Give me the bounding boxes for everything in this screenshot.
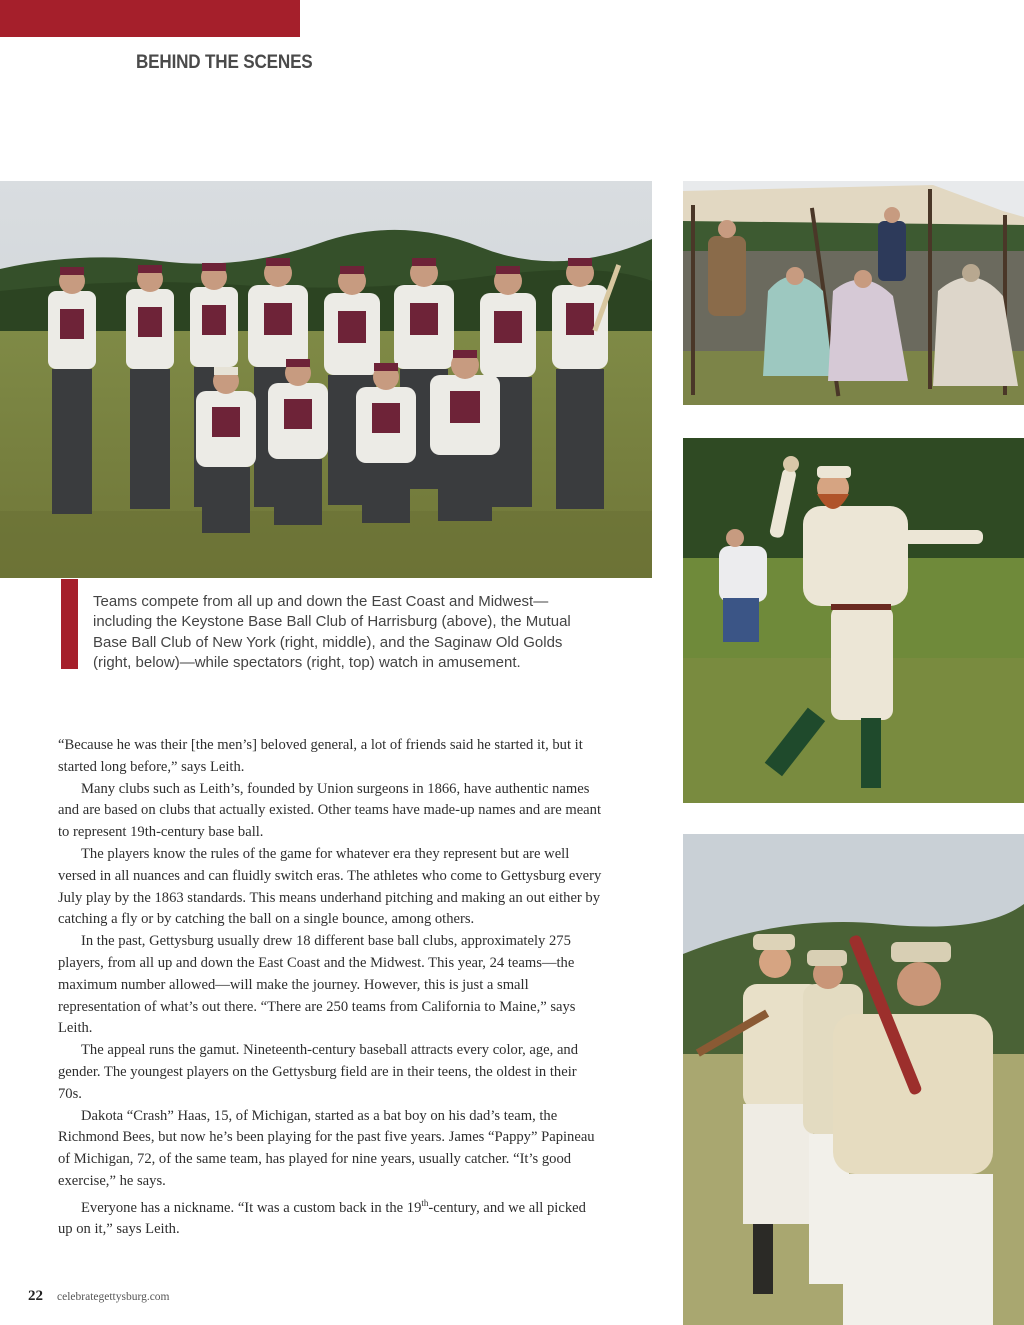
pitcher-photo-graphic	[683, 438, 1024, 803]
article-paragraph: Many clubs such as Leith’s, founded by Union surgeons in 1866, have authentic names and are based on clubs that actually existed. Other teams have made-up names and are meant to represent 19th-century base ball.	[58, 780, 601, 841]
spectators-photo-graphic	[683, 181, 1024, 405]
spectators-photo	[683, 181, 1024, 405]
caption-accent-bar	[61, 579, 78, 669]
header-accent-bar	[0, 0, 300, 37]
article-paragraph: The appeal runs the gamut. Nineteenth-century baseball attracts every color, age, and gender. The youngest players on the Gettysburg field are in their teens, the oldest in their 70s.	[58, 1042, 579, 1102]
ordinal-superscript: th	[421, 1197, 429, 1208]
article-paragraph: In the past, Gettysburg usually drew 18 different base ball clubs, approximately 275 players, from all up and down the East Coast and the Midwest. This year, 24 teams—the maximum number allowed—will make the journey. However, this is just a small representation of what’s out there. “There are 250 teams from California to Maine,” says Leith.	[58, 933, 576, 1037]
article-body	[58, 735, 603, 1241]
article-text-segment: Everyone has a nickname. “It was a custom back in the 19	[81, 1199, 422, 1216]
page-footer	[28, 1287, 170, 1305]
section-label: BEHIND THE SCENES	[136, 52, 313, 73]
team-photo	[0, 181, 652, 578]
photo-caption: Teams compete from all up and down the East Coast and Midwest—including the Keystone Base Ball Club of Harrisburg (above), the Mutual Base Ball Club of New York (right, middle), and the Saginaw Old Golds (right, below)—while spectators (right, top) watch in amusement.	[93, 593, 571, 671]
pitcher-photo	[683, 438, 1024, 803]
article-text-segment: -century, and we all picked up on it,” says Leith.	[58, 1199, 586, 1238]
page-number: 22	[28, 1288, 43, 1304]
article-paragraph: The players know the rules of the game for whatever era they represent but are well versed in all nuances and can fluidly switch eras. The athletes who come to Gettysburg every July play by the 1863 standards. This means underhand pitching and making an out either by catching a fly or by catching the ball on a single bounce, among others.	[58, 845, 602, 928]
batters-photo	[683, 834, 1024, 1325]
website-url[interactable]: celebrategettysburg.com	[57, 1291, 170, 1303]
batters-photo-graphic	[683, 834, 1024, 1325]
article-paragraph: “Because he was their [the men’s] beloved general, a lot of friends said he started it, but it started long before,” says Leith.	[58, 737, 583, 775]
team-photo-graphic	[0, 181, 652, 578]
article-paragraph: Dakota “Crash” Haas, 15, of Michigan, started as a bat boy on his dad’s team, the Richmond Bees, but now he’s been playing for the past five years. James “Pappy” Papineau of Michigan, 72, of the same team, has played for nine years, usually catcher. “It’s good exercise,” he says.	[58, 1107, 595, 1189]
article-paragraph-last	[58, 1193, 603, 1241]
